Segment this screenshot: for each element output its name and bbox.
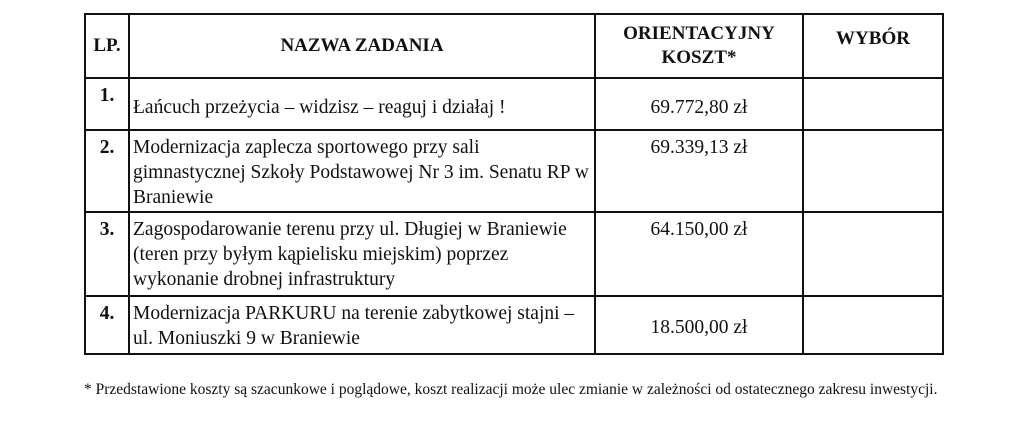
header-task-name: NAZWA ZADANIA bbox=[129, 14, 595, 78]
selection-cell[interactable] bbox=[803, 212, 943, 296]
task-name: Modernizacja zaplecza sportowego przy sali gimnastycznej Szkoły Podstawowej Nr 3 im. Senatu RP w Braniewie bbox=[129, 130, 595, 212]
task-name: Łańcuch przeżycia – widzisz – reaguj i działaj ! bbox=[129, 78, 595, 130]
selection-cell[interactable] bbox=[803, 130, 943, 212]
header-lp: LP. bbox=[85, 14, 129, 78]
task-cost: 69.339,13 zł bbox=[595, 130, 803, 212]
task-name: Modernizacja PARKURU na terenie zabytkowej stajni – ul. Moniuszki 9 w Braniewie bbox=[129, 296, 595, 354]
task-name: Zagospodarowanie terenu przy ul. Długiej w Braniewie (teren przy byłym kąpielisku miejskim) poprzez wykonanie drobnej infrastruktury bbox=[129, 212, 595, 296]
row-number: 2. bbox=[85, 130, 129, 212]
row-number: 4. bbox=[85, 296, 129, 354]
task-cost: 69.772,80 zł bbox=[595, 78, 803, 130]
table-row bbox=[85, 296, 943, 354]
tasks-table bbox=[84, 13, 944, 355]
table-row bbox=[85, 130, 943, 212]
table-header-row bbox=[85, 14, 943, 78]
header-selection: WYBÓR bbox=[803, 14, 943, 78]
selection-cell[interactable] bbox=[803, 78, 943, 130]
task-cost: 64.150,00 zł bbox=[595, 212, 803, 296]
cost-footnote: * Przedstawione koszty są szacunkowe i poglądowe, koszt realizacji może ulec zmianie w zależności od ostatecznego zakresu inwestycji. bbox=[84, 381, 938, 398]
row-number: 1. bbox=[85, 78, 129, 130]
table-row bbox=[85, 212, 943, 296]
table-row bbox=[85, 78, 943, 130]
row-number: 3. bbox=[85, 212, 129, 296]
header-estimated-cost: ORIENTACYJNY KOSZT* bbox=[595, 14, 803, 78]
selection-cell[interactable] bbox=[803, 296, 943, 354]
task-cost: 18.500,00 zł bbox=[595, 296, 803, 354]
